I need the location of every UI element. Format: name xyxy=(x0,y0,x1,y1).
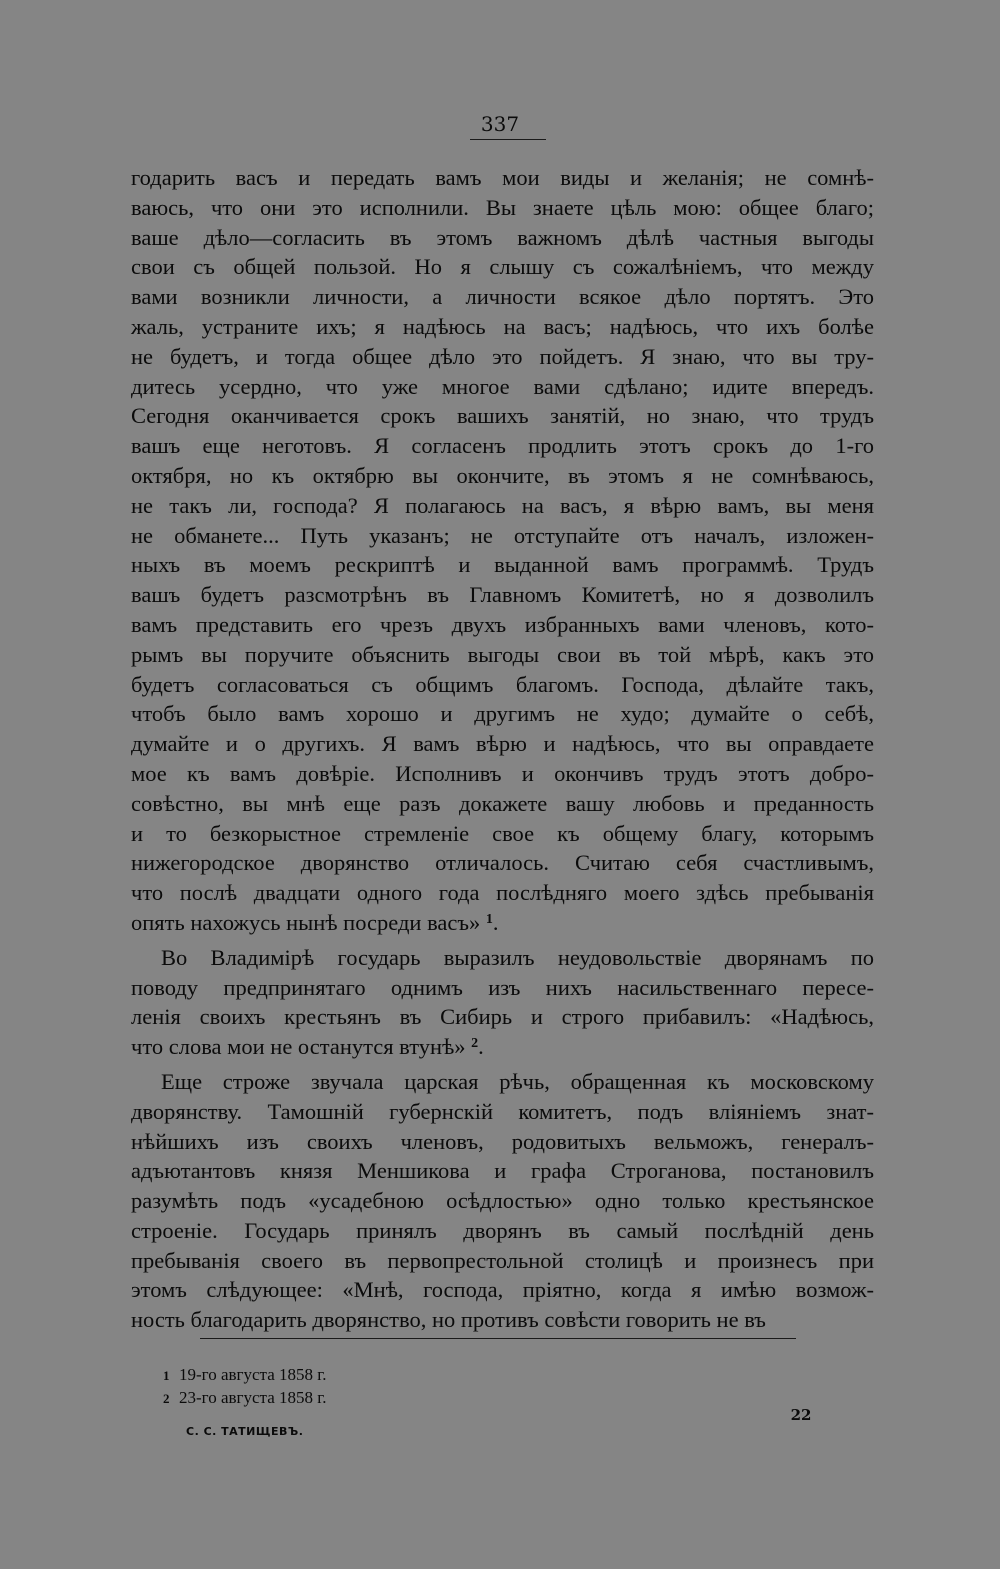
text-line xyxy=(131,789,874,819)
line-text: Еще строже звучала царская рѣчь, обращенная къ московскому xyxy=(161,1068,874,1094)
footnotes xyxy=(163,1364,327,1410)
line-text: годарить васъ и передать вамъ мои виды и желанія; не сомнѣ- xyxy=(131,165,874,190)
footnote-text: 19-го августа 1858 г. xyxy=(179,1365,327,1384)
line-text: нѣйшихъ изъ своихъ членовъ, родовитыхъ вельможъ, генералъ- xyxy=(131,1128,874,1154)
text-line xyxy=(131,1275,874,1305)
footnote-reference: 1 xyxy=(485,911,493,927)
text-line xyxy=(131,193,874,223)
text-line xyxy=(131,521,874,551)
footnote-mark: 2 xyxy=(163,1391,170,1406)
footnote-1 xyxy=(163,1364,327,1387)
text-line xyxy=(131,729,874,759)
text-line xyxy=(131,1002,874,1032)
line-text: рымъ вы поручите объяснить выгоды свои въ той мѣрѣ, какъ это xyxy=(131,641,874,667)
line-text: нижегородское дворянство отличалось. Считаю себя счастливымъ, xyxy=(131,850,874,876)
text-line xyxy=(131,282,874,312)
line-text: дитесь усердно, что уже многое вами сдѣлано; идите впередъ. xyxy=(131,373,874,399)
line-text: опять нахожусь нынѣ посреди васъ» xyxy=(131,909,481,935)
text-line xyxy=(131,312,874,342)
text-line xyxy=(131,759,874,789)
text-line xyxy=(131,1246,874,1276)
text-line xyxy=(131,580,874,610)
text-line xyxy=(131,1127,874,1157)
text-line xyxy=(131,943,874,973)
paragraph-3 xyxy=(131,1067,874,1335)
line-text: будетъ согласоваться съ общимъ благомъ. Господа, дѣлайте такъ, xyxy=(131,671,874,697)
line-text: разумѣть подъ «усадебною осѣдлостью» одно только крестьянское xyxy=(131,1188,874,1214)
page-number: 337 xyxy=(480,112,520,136)
line-text: чтобъ было вамъ хорошо и другимъ не худо; думайте о себѣ, xyxy=(131,701,874,727)
line-text: не будетъ, и тогда общее дѣло это пойдетъ. Я знаю, что вы тру- xyxy=(131,343,874,369)
line-text: не такъ ли, господа? Я полагаюсь на васъ, я вѣрю вамъ, вы меня xyxy=(131,492,874,518)
line-text: ваюсь, что они это исполнили. Вы знаете цѣль мою: общее благо; xyxy=(131,194,874,220)
paragraph-2 xyxy=(131,943,874,1062)
text-line xyxy=(131,1156,874,1186)
text-line xyxy=(131,342,874,372)
text-line xyxy=(131,819,874,849)
text-line xyxy=(131,550,874,580)
line-text: ныхъ въ моемъ рескриптѣ и выданной вамъ программѣ. Трудъ xyxy=(131,552,874,578)
line-text: что слова мои не останутся втунѣ» xyxy=(131,1034,466,1060)
line-text: жаль, устраните ихъ; я надѣюсь на васъ; надѣюсь, что ихъ болѣе xyxy=(131,313,874,339)
sheet-signature-number: 22 xyxy=(790,1406,812,1424)
text-line xyxy=(131,699,874,729)
line-text: пребыванія своего въ первопрестольной столицѣ и произнесъ при xyxy=(131,1247,874,1273)
text-line xyxy=(131,973,874,1003)
text-line xyxy=(131,1216,874,1246)
text-line xyxy=(131,491,874,521)
line-text: дворянству. Тамошній губернскій комитетъ, подъ вліяніемъ знат- xyxy=(131,1098,874,1124)
line-text: вашъ еще неготовъ. Я согласенъ продлить этотъ срокъ до 1-го xyxy=(131,433,874,459)
page-number-rule xyxy=(470,139,546,140)
text-line xyxy=(131,163,874,193)
line-text: и то безкорыстное стремленіе свое къ общему благу, которымъ xyxy=(131,820,874,846)
line-text: этомъ слѣдующее: «Мнѣ, господа, пріятно, когда я имѣю возмож- xyxy=(131,1277,874,1303)
text-line xyxy=(131,461,874,491)
line-text: вашъ будетъ разсмотрѣнъ въ Главномъ Комитетѣ, но я дозволилъ xyxy=(131,582,874,608)
line-text: совѣстно, вы мнѣ еще разъ докажете вашу любовь и преданность xyxy=(131,790,874,816)
line-text: мое къ вамъ довѣріе. Исполнивъ и окончивъ трудъ этотъ добро- xyxy=(131,760,874,786)
line-text: поводу предпринятаго однимъ изъ нихъ насильственнаго пересе- xyxy=(131,974,874,1000)
text-line xyxy=(131,878,874,908)
text-line xyxy=(131,1186,874,1216)
text-line xyxy=(131,1067,874,1097)
footnote-text: 23-го августа 1858 г. xyxy=(179,1388,327,1407)
line-text: думайте и о другихъ. Я вамъ вѣрю и надѣюсь, что вы оправдаете xyxy=(131,731,874,757)
line-text: Во Владимірѣ государь выразилъ неудовольствіе дворянамъ по xyxy=(161,944,874,970)
line-text: ленія своихъ крестьянъ въ Сибирь и строго прибавилъ: «Надѣюсь, xyxy=(131,1004,874,1030)
line-text: не обманете... Путь указанъ; не отступайте отъ началъ, изложен- xyxy=(131,522,874,548)
line-text: адъютантовъ князя Меншикова и графа Строганова, постановилъ xyxy=(131,1158,874,1184)
line-text: ность благодарить дворянство, но противъ совѣсти говорить не въ xyxy=(131,1307,766,1333)
line-text: октября, но къ октябрю вы окончите, въ этомъ я не сомнѣваюсь, xyxy=(131,462,874,488)
text-line xyxy=(131,401,874,431)
footnote-rule xyxy=(200,1338,796,1339)
line-text: что послѣ двадцати одного года послѣдняго моего здѣсь пребыванія xyxy=(131,880,874,906)
line-text: ваше дѣло—согласить въ этомъ важномъ дѣлѣ частныя выгоды xyxy=(131,224,874,250)
footnote-2 xyxy=(163,1387,327,1410)
line-text: Сегодня оканчивается срокъ вашихъ занятій, но знаю, что трудъ xyxy=(131,403,874,429)
footnote-reference: 2 xyxy=(471,1036,479,1052)
body-text xyxy=(131,163,874,1335)
text-line: что слова мои не останутся втунѣ» $^2$. xyxy=(131,1034,484,1060)
paragraph-1 xyxy=(131,163,874,938)
text-line xyxy=(131,372,874,402)
footnote-mark: 1 xyxy=(163,1368,170,1383)
line-text: строеніе. Государь принялъ дворянъ въ самый послѣдній день xyxy=(131,1217,874,1243)
text-line xyxy=(131,223,874,253)
line-text: вамъ представить его чрезъ двухъ избранныхъ вами членовъ, кото- xyxy=(131,611,874,637)
text-line xyxy=(131,1305,874,1335)
author-signature: С. С. ТАТИЩЕВЪ. xyxy=(186,1425,304,1438)
text-line xyxy=(131,610,874,640)
line-text: свои съ общей пользой. Но я слышу съ сожалѣніемъ, что между xyxy=(131,254,874,280)
text-line xyxy=(131,640,874,670)
text-line xyxy=(131,252,874,282)
text-line xyxy=(131,431,874,461)
text-line xyxy=(131,670,874,700)
line-text: вами возникли личности, а личности всякое дѣло портятъ. Это xyxy=(131,284,874,310)
text-line xyxy=(131,1097,874,1127)
text-line xyxy=(131,848,874,878)
text-line: опять нахожусь нынѣ посреди васъ» $^1$. xyxy=(131,909,499,935)
